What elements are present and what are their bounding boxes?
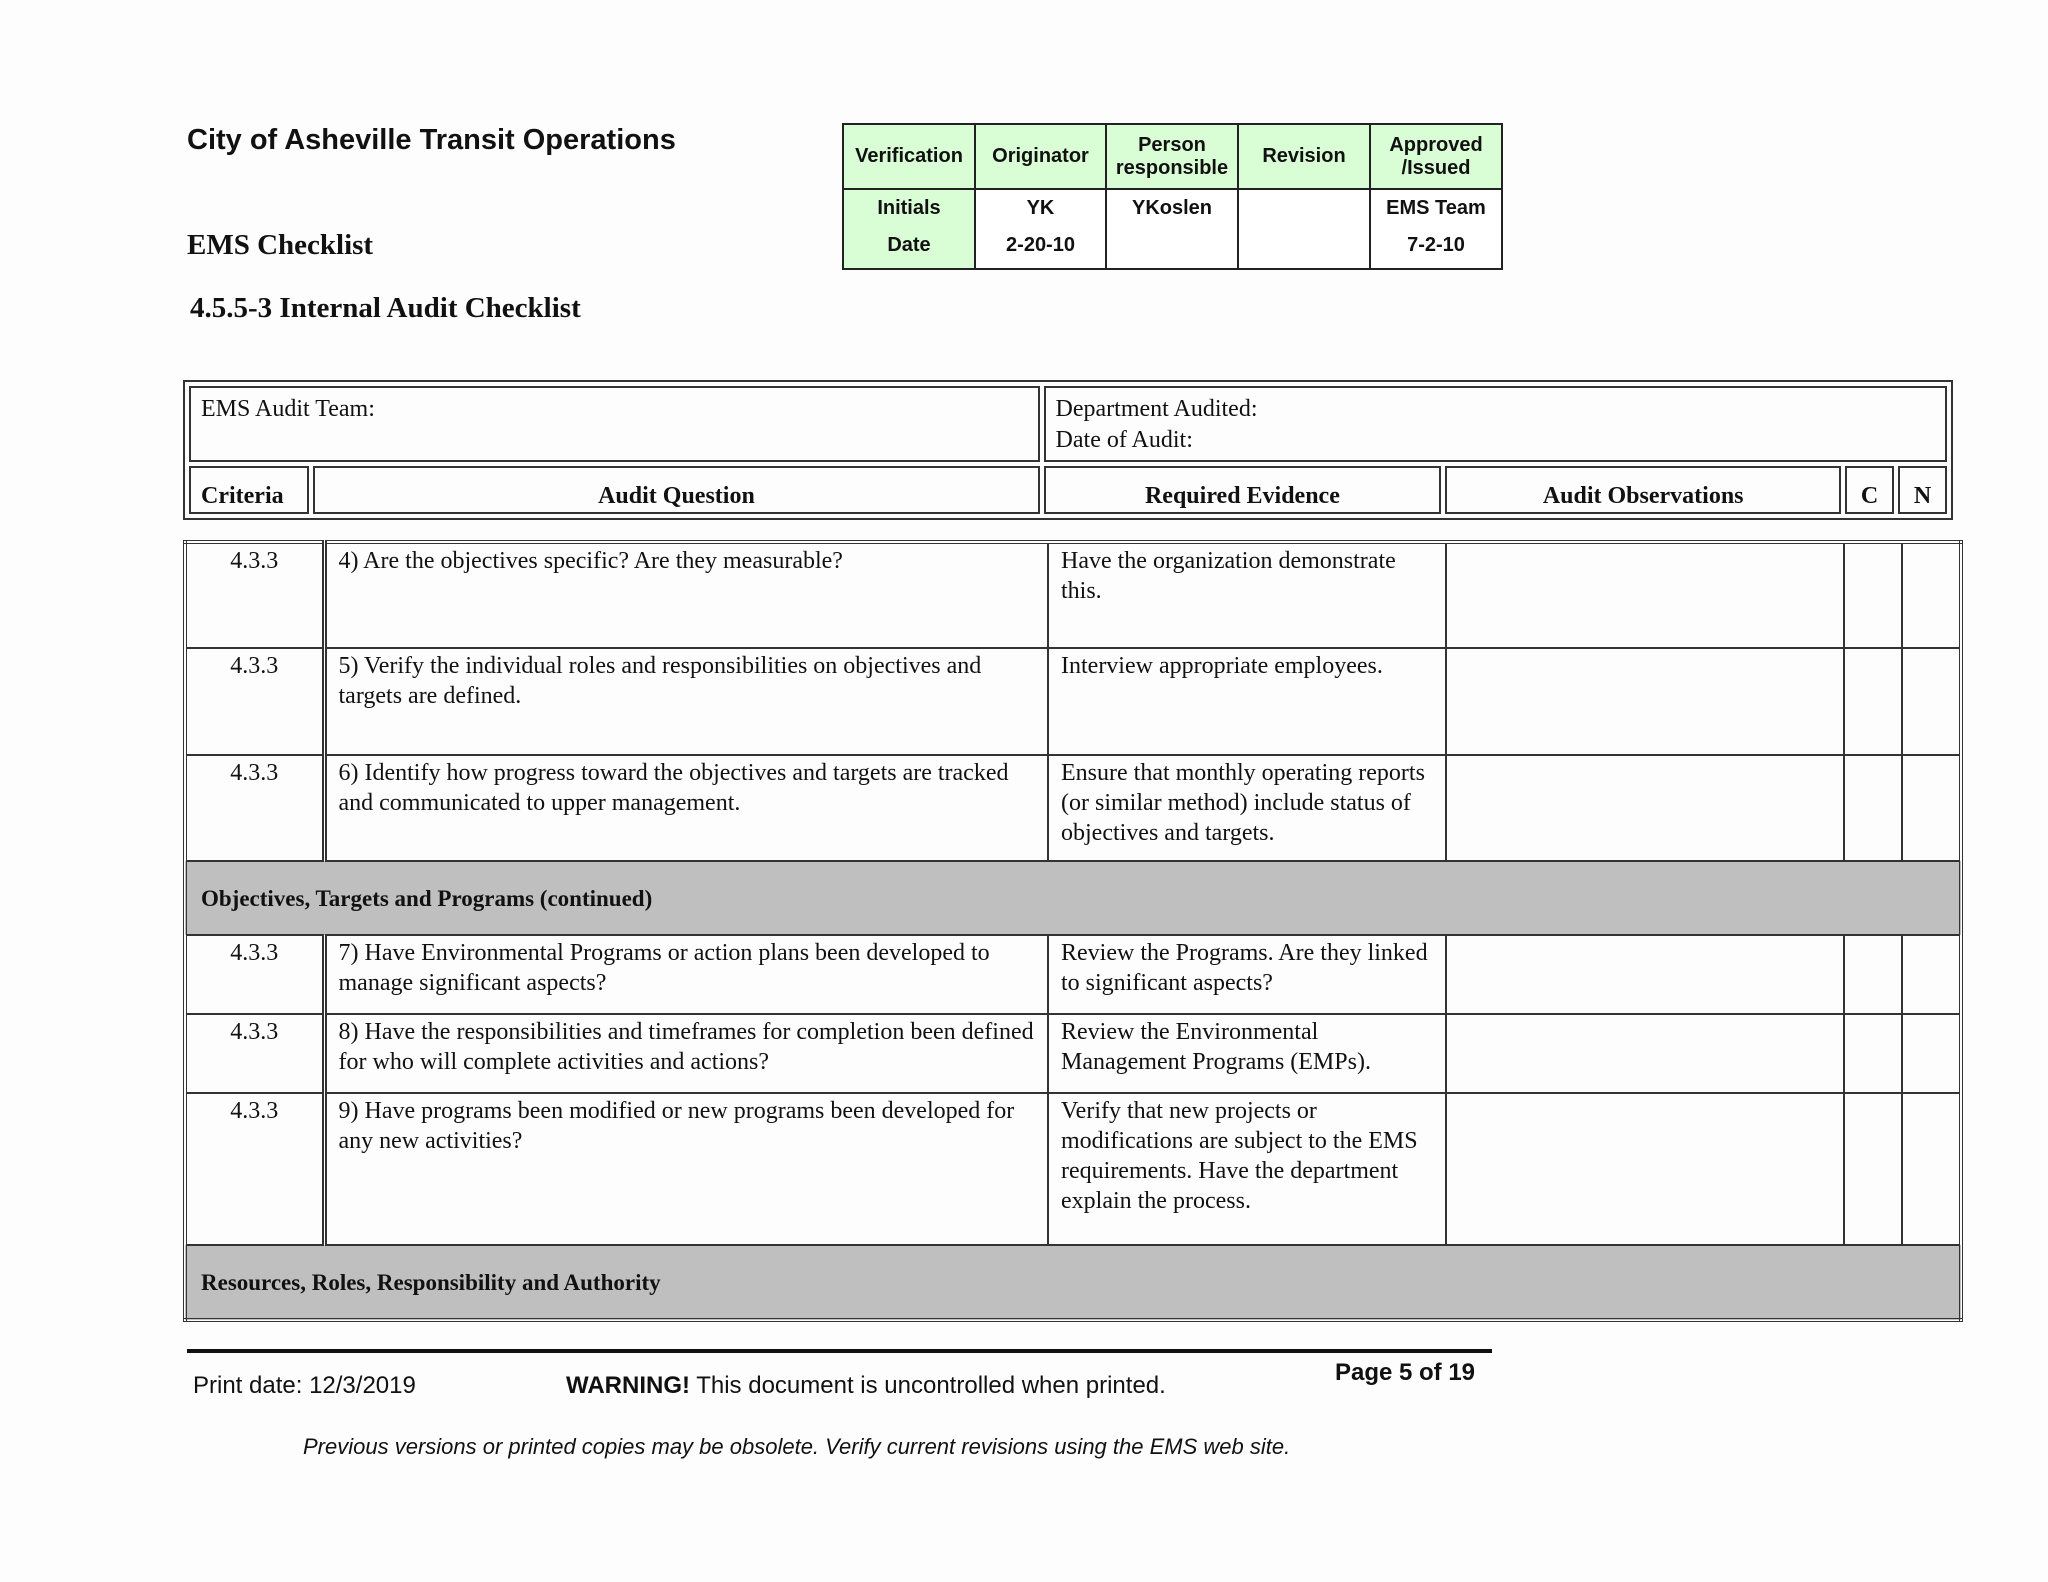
department-date-cell[interactable] — [1044, 386, 1947, 462]
document-title: 4.5.5-3 Internal Audit Checklist — [190, 292, 581, 324]
n-column-header: N — [1898, 466, 1947, 514]
audit-team-cell[interactable] — [189, 386, 1040, 462]
approved-initials: EMS Team — [1386, 197, 1486, 219]
c-checkbox-cell[interactable] — [1844, 1014, 1902, 1093]
originator-initials: YK — [1026, 197, 1055, 219]
audit-observations-cell[interactable] — [1446, 755, 1844, 861]
initials-label: Initials — [877, 197, 941, 219]
n-checkbox-cell[interactable] — [1902, 1093, 1961, 1245]
table-row — [185, 755, 1961, 861]
date-label: Date — [887, 234, 931, 256]
audit-header-table — [183, 380, 1953, 520]
organization-name: City of Asheville Transit Operations — [187, 124, 676, 156]
checklist-table — [183, 540, 1963, 1322]
print-date: Print date: 12/3/2019 — [193, 1372, 416, 1399]
c-checkbox-cell[interactable] — [1844, 648, 1902, 755]
required-evidence-cell: Have the organization demonstrate this. — [1048, 542, 1446, 648]
audit-team-label: EMS Audit Team: — [201, 396, 375, 422]
footer-divider — [187, 1349, 1492, 1353]
table-row — [185, 1014, 1961, 1093]
n-checkbox-cell[interactable] — [1902, 935, 1961, 1014]
date-of-audit-label: Date of Audit: — [1055, 427, 1193, 453]
audit-question-cell: 8) Have the responsibilities and timeframes for completion been defined for who will complete activities and actions? — [324, 1014, 1048, 1093]
required-evidence-cell: Review the Programs. Are they linked to significant aspects? — [1048, 935, 1446, 1014]
row-labels-cell — [843, 189, 975, 269]
audit-question-cell: 4) Are the objectives specific? Are they measurable? — [324, 542, 1048, 648]
section-heading: Resources, Roles, Responsibility and Authority — [185, 1245, 1961, 1320]
approved-date: 7-2-10 — [1407, 234, 1465, 256]
person-responsible-header: Person responsible — [1106, 124, 1238, 189]
section-row — [185, 1245, 1961, 1320]
uncontrolled-warning — [566, 1372, 1166, 1400]
obsolete-notice: Previous versions or printed copies may be obsolete. Verify current revisions using the EMS web site. — [303, 1434, 1291, 1459]
section-row — [185, 861, 1961, 935]
required-evidence-cell: Verify that new projects or modifications are subject to the EMS requirements. Have the department explain the process. — [1048, 1093, 1446, 1245]
section-heading: Objectives, Targets and Programs (continued) — [185, 861, 1961, 935]
verification-table — [842, 123, 1503, 270]
originator-header: Originator — [975, 124, 1106, 189]
criteria-column-header: Criteria — [189, 466, 309, 514]
required-evidence-cell: Interview appropriate employees. — [1048, 648, 1446, 755]
approved-cell — [1370, 189, 1502, 269]
warning-text: This document is uncontrolled when printed. — [689, 1372, 1166, 1399]
n-checkbox-cell[interactable] — [1902, 542, 1961, 648]
audit-observations-column-header: Audit Observations — [1445, 466, 1841, 514]
revision-header: Revision — [1238, 124, 1370, 189]
c-checkbox-cell[interactable] — [1844, 935, 1902, 1014]
audit-question-cell: 5) Verify the individual roles and responsibilities on objectives and targets are defined. — [324, 648, 1048, 755]
verification-header: Verification — [843, 124, 975, 189]
c-checkbox-cell[interactable] — [1844, 1093, 1902, 1245]
audit-observations-cell[interactable] — [1446, 1093, 1844, 1245]
department-audited-label: Department Audited: — [1055, 396, 1258, 422]
originator-cell — [975, 189, 1106, 269]
audit-question-column-header: Audit Question — [313, 466, 1039, 514]
table-row — [185, 1093, 1961, 1245]
required-evidence-column-header: Required Evidence — [1044, 466, 1442, 514]
criteria-cell: 4.3.3 — [185, 755, 324, 861]
table-row — [185, 542, 1961, 648]
warning-label: WARNING! — [566, 1372, 690, 1399]
n-checkbox-cell[interactable] — [1902, 755, 1961, 861]
page-number: Page 5 of 19 — [1334, 1359, 1476, 1386]
c-checkbox-cell[interactable] — [1844, 542, 1902, 648]
c-checkbox-cell[interactable] — [1844, 755, 1902, 861]
audit-question-cell: 6) Identify how progress toward the objectives and targets are tracked and communicated to upper management. — [324, 755, 1048, 861]
person-responsible-initials: YKoslen — [1131, 197, 1213, 219]
criteria-cell: 4.3.3 — [185, 648, 324, 755]
originator-date: 2-20-10 — [1006, 234, 1075, 256]
audit-observations-cell[interactable] — [1446, 648, 1844, 755]
audit-observations-cell[interactable] — [1446, 935, 1844, 1014]
audit-observations-cell[interactable] — [1446, 1014, 1844, 1093]
audit-question-cell: 7) Have Environmental Programs or action plans been developed to manage significant aspects? — [324, 935, 1048, 1014]
audit-question-cell: 9) Have programs been modified or new programs been developed for any new activities? — [324, 1093, 1048, 1245]
criteria-cell: 4.3.3 — [185, 542, 324, 648]
revision-initials — [1239, 190, 1369, 227]
required-evidence-cell: Ensure that monthly operating reports (or similar method) include status of objectives and targets. — [1048, 755, 1446, 861]
table-row — [185, 935, 1961, 1014]
n-checkbox-cell[interactable] — [1902, 648, 1961, 755]
person-responsible-cell — [1106, 189, 1238, 269]
audit-observations-cell[interactable] — [1446, 542, 1844, 648]
criteria-cell: 4.3.3 — [185, 1093, 324, 1245]
table-row — [185, 648, 1961, 755]
required-evidence-cell: Review the Environmental Management Programs (EMPs). — [1048, 1014, 1446, 1093]
n-checkbox-cell[interactable] — [1902, 1014, 1961, 1093]
c-column-header: C — [1845, 466, 1894, 514]
approved-issued-header: Approved /Issued — [1370, 124, 1502, 189]
revision-date — [1239, 227, 1369, 264]
criteria-cell: 4.3.3 — [185, 935, 324, 1014]
document-type: EMS Checklist — [187, 229, 374, 261]
criteria-cell: 4.3.3 — [185, 1014, 324, 1093]
revision-cell — [1238, 189, 1370, 269]
person-responsible-date — [1107, 227, 1237, 264]
